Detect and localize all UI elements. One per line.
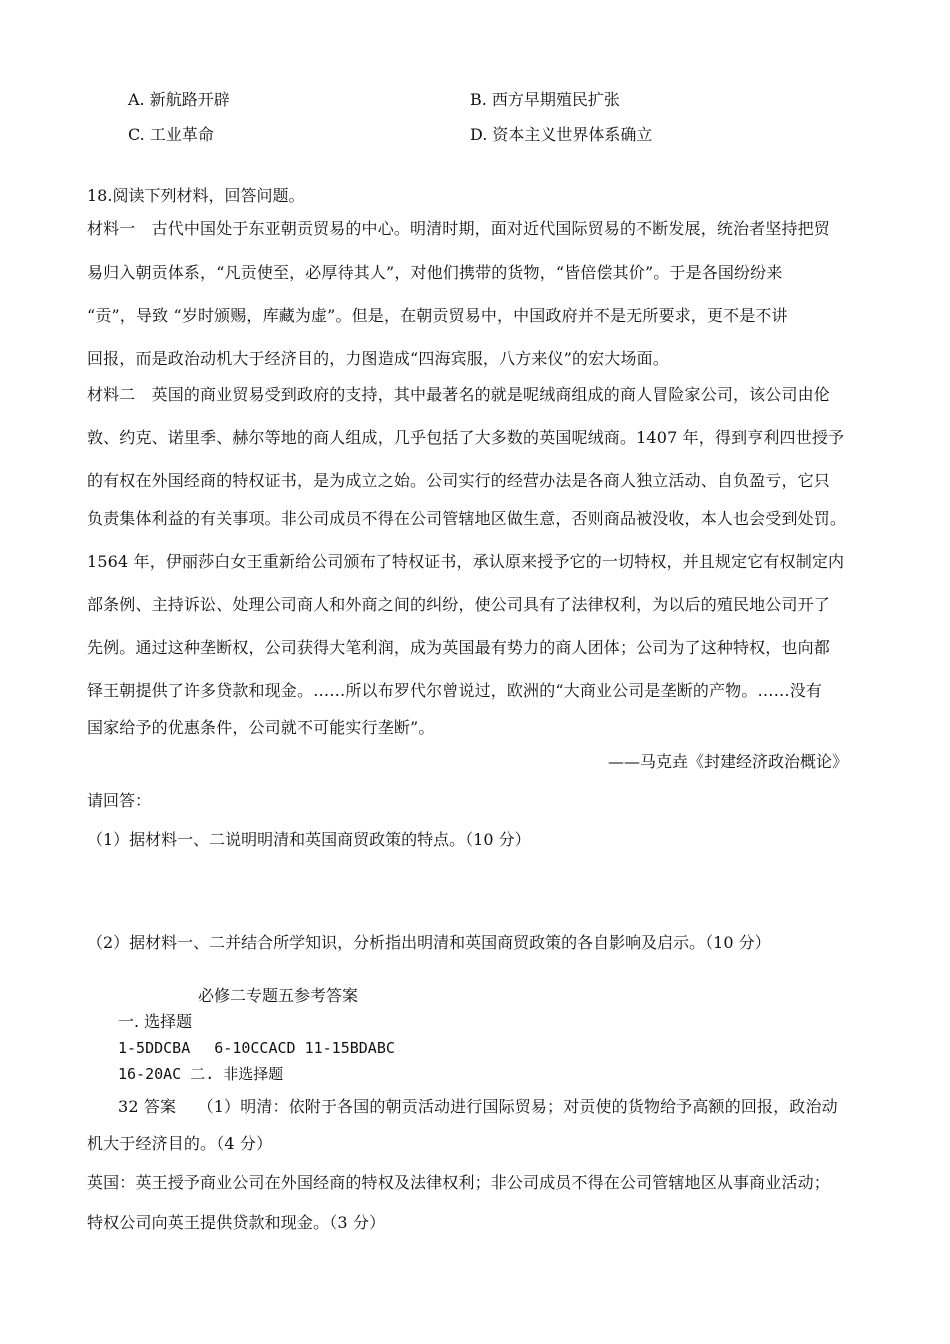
answer-choices-row: 1-5DDCBA 6-10CCACD 11-15BDABC	[118, 1039, 395, 1057]
option-a: A. 新航路开辟	[128, 90, 230, 109]
material-1-line: 易归入朝贡体系，“凡贡使至，必厚待其人”，对他们携带的货物，“皆倍偿其价”。于是各国纷纷来	[87, 263, 783, 282]
answer-choices-row: 16-20AC 二. 非选择题	[118, 1065, 284, 1083]
material-2-line: 部条例、主持诉讼、处理公司商人和外商之间的纠纷，使公司具有了法律权利，为以后的殖民地公司开了	[87, 595, 830, 614]
material-2-line: 材料二 英国的商业贸易受到政府的支持，其中最著名的就是呢绒商组成的商人冒险家公司，该公司由伦	[87, 385, 830, 404]
option-c: C. 工业革命	[128, 125, 214, 144]
answer-prompt: 请回答：	[87, 791, 152, 810]
material-2-line: 负责集体利益的有关事项。非公司成员不得在公司管辖地区做生意，否则商品被没收，本人也会受到处罚。	[87, 509, 847, 528]
material-1-line: 回报，而是政治动机大于经济目的，力图造成“四海宾服，八方来仪”的宏大场面。	[87, 349, 669, 368]
answer-text-line: 英国：英王授予商业公司在外国经商的特权及法律权利；非公司成员不得在公司管辖地区从事商业活动；	[87, 1173, 830, 1192]
option-d: D. 资本主义世界体系确立	[470, 125, 653, 144]
material-2-line: 敦、约克、诺里季、赫尔等地的商人组成，几乎包括了大多数的英国呢绒商。1407 年，得到亨利四世授予	[87, 428, 845, 447]
answer-text-line: 机大于经济目的。（4 分）	[87, 1134, 273, 1153]
material-2-line: 先例。通过这种垄断权，公司获得大笔利润，成为英国最有势力的商人团体；公司为了这种特权，也向都	[87, 638, 830, 657]
material-2-line: 国家给予的优惠条件，公司就不可能实行垄断”。	[87, 718, 435, 737]
material-2-line: 的有权在外国经商的特权证书，是为成立之始。公司实行的经营办法是各商人独立活动、自负盈亏，它只	[87, 471, 830, 490]
sub-question-2: （2）据材料一、二并结合所学知识，分析指出明清和英国商贸政策的各自影响及启示。（10 分）	[87, 933, 771, 952]
answer-text-line: 32 答案 （1）明清：依附于各国的朝贡活动进行国际贸易；对贡使的货物给予高额的回报，政治动	[118, 1097, 838, 1116]
answer-text-line: 特权公司向英王提供贷款和现金。（3 分）	[87, 1213, 386, 1232]
material-1-line: “贡”，导致 “岁时颁赐，库藏为虚”。但是，在朝贡贸易中，中国政府并不是无所要求，更不是不讲	[87, 306, 788, 325]
material-1-line: 材料一 古代中国处于东亚朝贡贸易的中心。明清时期，面对近代国际贸易的不断发展，统治者坚持把贸	[87, 219, 830, 238]
answer-heading: 必修二专题五参考答案	[198, 986, 359, 1005]
material-2-line: 铎王朝提供了许多贷款和现金。……所以布罗代尔曾说过，欧洲的“大商业公司是垄断的产物。……没有	[87, 681, 823, 700]
source-citation: ——马克垚《封建经济政治概论》	[608, 752, 849, 771]
question-18-title: 18.阅读下列材料，回答问题。	[87, 186, 305, 205]
answer-section-1: 一. 选择题	[118, 1012, 193, 1031]
option-b: B. 西方早期殖民扩张	[470, 90, 620, 109]
sub-question-1: （1）据材料一、二说明明清和英国商贸政策的特点。（10 分）	[87, 830, 531, 849]
material-2-line: 1564 年，伊丽莎白女王重新给公司颁布了特权证书，承认原来授予它的一切特权，并且规定它有权制定内	[87, 552, 845, 571]
